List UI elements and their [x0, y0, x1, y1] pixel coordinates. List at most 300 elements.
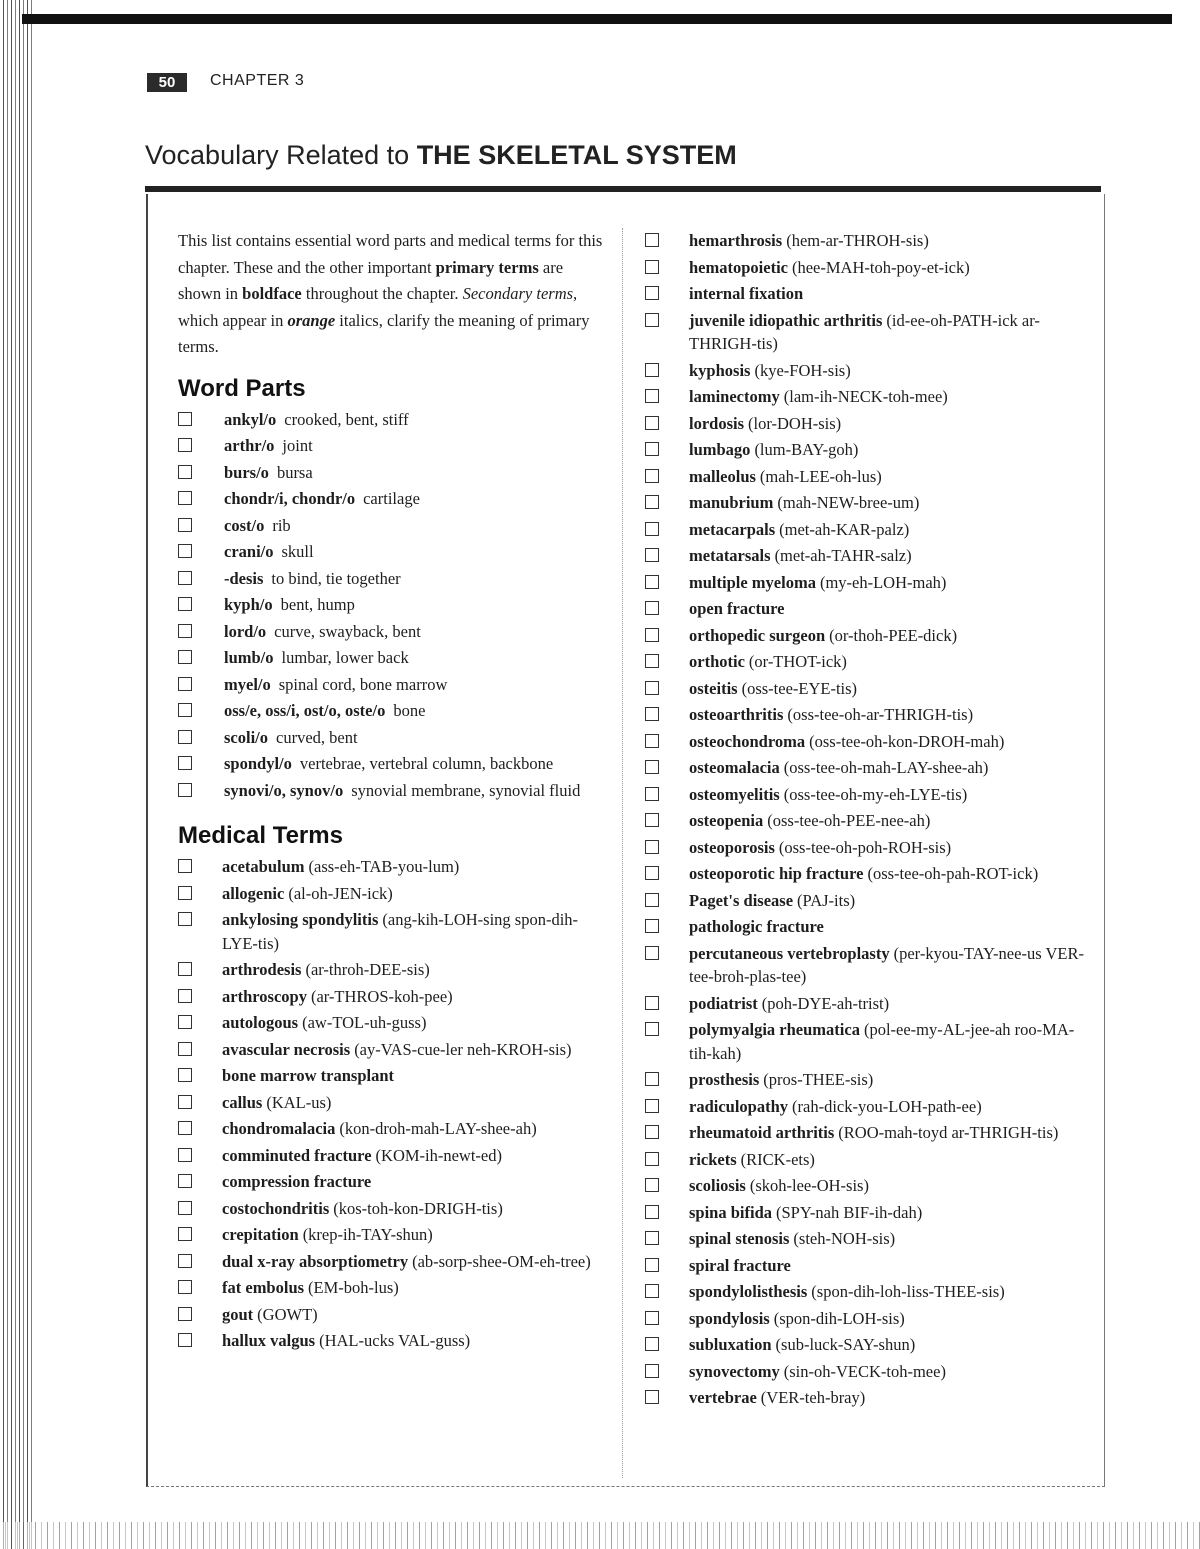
right-column	[645, 228, 1085, 1412]
vocab-item	[645, 228, 1085, 255]
vocab-pronunciation: (met-ah-TAHR-salz)	[774, 546, 912, 565]
checkbox[interactable]	[645, 442, 659, 456]
vocab-term: osteitis	[689, 678, 738, 698]
top-rule	[22, 14, 1172, 24]
vocab-item	[645, 782, 1085, 809]
checkbox[interactable]	[645, 946, 659, 960]
vocab-term: percutaneous vertebroplasty	[689, 943, 890, 963]
checkbox[interactable]	[645, 681, 659, 695]
vocab-item	[178, 513, 608, 540]
vocab-item	[645, 384, 1085, 411]
vocab-pronunciation: (oss-tee-oh-PEE-nee-ah)	[767, 811, 931, 830]
vocab-item	[645, 543, 1085, 570]
checkbox[interactable]	[178, 597, 192, 611]
vocab-term: open fracture	[689, 599, 785, 618]
checkbox[interactable]	[178, 491, 192, 505]
vocab-term: prosthesis	[689, 1070, 760, 1089]
vocab-pronunciation: (GOWT)	[257, 1304, 318, 1324]
vocab-item	[645, 1173, 1085, 1200]
vocab-pronunciation: (skoh-lee-OH-sis)	[749, 1176, 869, 1195]
word-parts-heading: Word Parts	[178, 374, 306, 402]
vocab-definition: skull	[281, 542, 314, 562]
vocab-item	[645, 1253, 1085, 1280]
vocab-term: orthotic	[689, 652, 745, 671]
vocab-definition: lumbar, lower back	[281, 648, 409, 668]
vocab-item	[178, 672, 608, 699]
checkbox[interactable]	[645, 1311, 659, 1325]
vocab-pronunciation: (SPY-nah BIF-ih-dah)	[776, 1202, 923, 1222]
vocab-pronunciation: (al-oh-JEN-ick)	[288, 883, 393, 903]
vocab-term: radiculopathy	[689, 1096, 789, 1116]
checkbox[interactable]	[645, 1178, 659, 1192]
vocab-pronunciation: (sub-luck-SAY-shun)	[775, 1335, 916, 1354]
vocab-definition: rib	[272, 515, 291, 535]
vocab-item	[645, 1385, 1085, 1412]
checkbox[interactable]	[645, 1364, 659, 1378]
vocab-term: spina bifida	[689, 1202, 772, 1222]
checkbox[interactable]	[645, 469, 659, 483]
vocab-pronunciation: (poh-DYE-ah-trist)	[761, 993, 890, 1013]
vocab-pronunciation: (KOM-ih-newt-ed)	[375, 1145, 502, 1165]
vocab-pronunciation: (oss-tee-oh-kon-DROH-mah)	[809, 731, 1005, 751]
vocab-term: bone marrow transplant	[222, 1066, 395, 1086]
checkbox[interactable]	[645, 495, 659, 509]
vocab-term: lumb/o	[224, 648, 274, 668]
vocab-term: crepitation	[222, 1225, 299, 1245]
vocab-term: polymyalgia rheumatica	[689, 1020, 860, 1039]
vocab-item	[645, 490, 1085, 517]
scan-edge-bottom	[0, 1522, 1200, 1549]
vocab-pronunciation: (ass-eh-TAB-you-lum)	[308, 857, 460, 877]
vocab-pronunciation: (oss-tee-oh-poh-ROH-sis)	[778, 837, 952, 857]
vocab-item	[645, 941, 1085, 991]
vocab-item	[178, 592, 608, 619]
left-column	[178, 228, 608, 1355]
checkbox[interactable]	[645, 1258, 659, 1272]
checkbox[interactable]	[645, 996, 659, 1010]
chapter-label: CHAPTER 3	[210, 72, 305, 89]
vocab-item	[645, 1332, 1085, 1359]
vocab-term: lumbago	[689, 440, 751, 459]
vocab-item	[645, 308, 1085, 358]
vocab-term: dual x-ray absorptiometry	[222, 1251, 409, 1271]
vocab-pronunciation: (oss-tee-oh-mah-LAY-shee-ah)	[783, 758, 989, 777]
vocab-item	[178, 1063, 608, 1090]
vocab-pronunciation: (krep-ih-TAY-shun)	[302, 1225, 433, 1245]
checkbox[interactable]	[178, 912, 192, 926]
vocab-term: fat embolus	[222, 1278, 305, 1298]
vocab-item	[178, 1196, 608, 1223]
checkbox[interactable]	[645, 1390, 659, 1404]
title-prefix: Vocabulary Related to	[145, 140, 417, 170]
vocab-term: autologous	[222, 1013, 299, 1033]
vocab-item	[645, 1306, 1085, 1333]
vocab-term: spondylosis	[689, 1308, 770, 1328]
checkbox[interactable]	[645, 363, 659, 377]
medical-terms-list-right	[645, 228, 1085, 1412]
vocab-item	[178, 433, 608, 460]
checkbox[interactable]	[645, 416, 659, 430]
vocab-pronunciation: (sin-oh-VECK-toh-mee)	[783, 1361, 946, 1381]
checkbox[interactable]	[645, 734, 659, 748]
vocab-term: arthr/o	[224, 436, 275, 456]
checkbox[interactable]	[645, 1125, 659, 1139]
vocab-item	[645, 1094, 1085, 1121]
checkbox[interactable]	[645, 1152, 659, 1166]
vocab-term: burs/o	[224, 462, 269, 482]
vocab-item	[645, 991, 1085, 1018]
checkbox[interactable]	[178, 730, 192, 744]
vocab-item	[178, 486, 608, 513]
vocab-term: oss/e, oss/i, ost/o, oste/o	[224, 701, 386, 721]
vocab-pronunciation: (ROO-mah-toyd ar-THRIGH-tis)	[838, 1123, 1059, 1142]
checkbox[interactable]	[178, 544, 192, 558]
page-number: 50	[147, 73, 187, 92]
checkbox[interactable]	[645, 893, 659, 907]
vocab-item	[645, 1200, 1085, 1227]
vocab-term: osteoporosis	[689, 837, 775, 857]
vocab-item	[178, 751, 608, 778]
vocab-term: osteomalacia	[689, 758, 780, 777]
medical-terms-heading: Medical Terms	[178, 822, 343, 850]
checkbox[interactable]	[178, 783, 192, 797]
vocab-pronunciation: (ar-THROS-koh-pee)	[310, 986, 453, 1006]
vocab-definition: joint	[282, 436, 313, 456]
vocab-term: crani/o	[224, 542, 274, 562]
vocab-term: kyphosis	[689, 360, 751, 380]
vocab-item	[645, 358, 1085, 385]
checkbox[interactable]	[178, 1333, 192, 1347]
vocab-term: hallux valgus	[222, 1331, 316, 1351]
vocab-item	[178, 698, 608, 725]
vocab-pronunciation: (oss-tee-oh-my-eh-LYE-tis)	[783, 784, 968, 804]
vocab-term: synovectomy	[689, 1361, 780, 1381]
vocab-item	[178, 1010, 608, 1037]
vocab-item	[645, 596, 1085, 623]
checkbox[interactable]	[645, 787, 659, 801]
checkbox[interactable]	[645, 866, 659, 880]
vocab-item	[178, 1116, 608, 1143]
checkbox[interactable]	[178, 886, 192, 900]
checkbox[interactable]	[178, 1280, 192, 1294]
vocab-term: allogenic	[222, 883, 285, 903]
checkbox[interactable]	[178, 1201, 192, 1215]
vocab-item	[645, 255, 1085, 282]
checkbox[interactable]	[178, 1174, 192, 1188]
vocab-term: Paget's disease	[689, 890, 794, 910]
checkbox[interactable]	[178, 859, 192, 873]
vocab-term: chondr/i, chondr/o	[224, 489, 356, 509]
checkbox[interactable]	[645, 1337, 659, 1351]
checkbox[interactable]	[645, 628, 659, 642]
checkbox[interactable]	[178, 412, 192, 426]
word-parts-list	[178, 407, 608, 805]
vocab-item	[178, 1143, 608, 1170]
vocab-term: -desis	[224, 568, 264, 588]
vocab-item	[645, 729, 1085, 756]
vocab-pronunciation: (lor-DOH-sis)	[748, 413, 842, 433]
checkbox[interactable]	[645, 260, 659, 274]
vocab-item	[645, 755, 1085, 782]
title-emphasis: THE SKELETAL SYSTEM	[416, 140, 737, 170]
vocab-pronunciation: (or-thoh-PEE-dick)	[829, 625, 958, 645]
vocab-pronunciation: (ang-kih-LOH-sing spon-dih-LYE-tis)	[222, 910, 579, 953]
vocab-item	[178, 566, 608, 593]
vocab-term: spondyl/o	[224, 754, 292, 774]
checkbox[interactable]	[178, 650, 192, 664]
vocab-term: hemarthrosis	[689, 231, 783, 250]
vocab-term: rheumatoid arthritis	[689, 1123, 835, 1142]
vocab-term: chondromalacia	[222, 1119, 336, 1139]
vocab-term: myel/o	[224, 674, 271, 694]
vocab-pronunciation: (lum-BAY-goh)	[754, 440, 859, 459]
vocab-pronunciation: (ar-throh-DEE-sis)	[305, 960, 430, 980]
vocab-definition: bent, hump	[280, 595, 355, 615]
checkbox[interactable]	[645, 233, 659, 247]
vocab-item	[645, 570, 1085, 597]
vocab-pronunciation: (EM-boh-lus)	[308, 1278, 399, 1298]
vocab-definition: spinal cord, bone marrow	[278, 674, 448, 694]
vocab-item	[178, 778, 608, 805]
vocab-item	[645, 808, 1085, 835]
vocab-term: laminectomy	[689, 387, 780, 406]
vocab-pronunciation: (per-kyou-TAY-nee-us VER-tee-broh-plas-tee)	[689, 943, 1084, 986]
vocab-term: vertebrae	[689, 1388, 757, 1407]
vocab-pronunciation: (kos-toh-kon-DRIGH-tis)	[333, 1198, 503, 1218]
checkbox[interactable]	[645, 575, 659, 589]
vocab-item	[645, 623, 1085, 650]
vocab-term: metacarpals	[689, 519, 776, 539]
vocab-pronunciation: (VER-teh-bray)	[760, 1388, 866, 1407]
checkbox[interactable]	[178, 624, 192, 638]
vocab-term: podiatrist	[689, 993, 758, 1013]
vocab-item	[645, 1279, 1085, 1306]
page-title	[145, 140, 737, 171]
vocab-item	[178, 1169, 608, 1196]
checkbox[interactable]	[178, 989, 192, 1003]
vocab-item	[178, 619, 608, 646]
vocab-term: subluxation	[689, 1335, 772, 1354]
vocab-definition: curved, bent	[276, 727, 358, 747]
checkbox[interactable]	[178, 1227, 192, 1241]
checkbox[interactable]	[645, 548, 659, 562]
vocab-item	[178, 957, 608, 984]
vocab-item	[178, 460, 608, 487]
vocab-term: arthroscopy	[222, 986, 307, 1006]
vocab-item	[645, 1226, 1085, 1253]
vocab-item	[178, 1275, 608, 1302]
checkbox[interactable]	[645, 389, 659, 403]
vocab-pronunciation: (ab-sorp-shee-OM-eh-tree)	[412, 1251, 591, 1271]
checkbox[interactable]	[178, 571, 192, 585]
vocab-pronunciation: (mah-LEE-oh-lus)	[759, 466, 882, 486]
vocab-term: pathologic fracture	[689, 917, 824, 936]
vocab-term: orthopedic surgeon	[689, 625, 826, 645]
vocab-item	[645, 649, 1085, 676]
vocab-pronunciation: (spon-dih-loh-liss-THEE-sis)	[811, 1282, 1005, 1301]
checkbox[interactable]	[178, 1015, 192, 1029]
checkbox[interactable]	[645, 1231, 659, 1245]
checkbox[interactable]	[645, 919, 659, 933]
checkbox[interactable]	[178, 518, 192, 532]
vocab-pronunciation: (my-eh-LOH-mah)	[819, 572, 947, 592]
column-divider	[622, 228, 623, 1478]
vocab-term: ankyl/o	[224, 409, 277, 429]
vocab-item	[645, 1359, 1085, 1386]
vocab-item	[178, 881, 608, 908]
vocab-item	[645, 437, 1085, 464]
vocab-item	[178, 725, 608, 752]
vocab-item	[645, 861, 1085, 888]
vocab-item	[645, 676, 1085, 703]
vocab-term: arthrodesis	[222, 960, 302, 980]
checkbox[interactable]	[178, 1068, 192, 1082]
vocab-term: malleolus	[689, 466, 756, 486]
vocab-item	[645, 411, 1085, 438]
vocab-pronunciation: (met-ah-KAR-palz)	[779, 519, 910, 539]
vocab-term: scoliosis	[689, 1176, 746, 1195]
vocab-term: cost/o	[224, 515, 265, 535]
vocab-term: multiple myeloma	[689, 572, 816, 592]
vocab-pronunciation: (ay-VAS-cue-ler neh-KROH-sis)	[354, 1039, 572, 1059]
vocab-term: synovi/o, synov/o	[224, 780, 344, 800]
vocab-pronunciation: (oss-tee-oh-pah-ROT-ick)	[867, 864, 1039, 883]
vocab-pronunciation: (rah-dick-you-LOH-path-ee)	[792, 1096, 982, 1116]
checkbox[interactable]	[645, 1205, 659, 1219]
vocab-term: ankylosing spondylitis	[222, 910, 379, 930]
vocab-term: costochondritis	[222, 1198, 330, 1218]
vocab-pronunciation: (pol-ee-my-AL-jee-ah roo-MA-tih-kah)	[689, 1020, 1075, 1063]
vocab-term: comminuted fracture	[222, 1145, 372, 1165]
checkbox[interactable]	[178, 1148, 192, 1162]
vocab-pronunciation: (RICK-ets)	[740, 1149, 815, 1169]
checkbox[interactable]	[178, 1254, 192, 1268]
vocab-item	[645, 1017, 1085, 1067]
vocab-definition: curve, swayback, bent	[274, 621, 421, 641]
vocab-pronunciation: (kye-FOH-sis)	[754, 360, 851, 380]
vocab-term: osteoarthritis	[689, 705, 784, 724]
checkbox[interactable]	[178, 1095, 192, 1109]
checkbox[interactable]	[645, 840, 659, 854]
checkbox[interactable]	[645, 601, 659, 615]
vocab-term: acetabulum	[222, 857, 305, 877]
vocab-item	[178, 1249, 608, 1276]
vocab-definition: crooked, bent, stiff	[284, 409, 409, 429]
checkbox[interactable]	[645, 1022, 659, 1036]
vocab-item	[645, 914, 1085, 941]
vocab-definition: to bind, tie together	[271, 568, 401, 588]
vocab-term: spiral fracture	[689, 1255, 791, 1275]
medical-terms-list-left	[178, 854, 608, 1355]
vocab-item	[178, 1328, 608, 1355]
vocab-pronunciation: (id-ee-oh-PATH-ick ar-THRIGH-tis)	[689, 310, 1040, 353]
intro-paragraph: This list contains essential word parts and medical terms for this chapter. These and the other important primary terms are shown in boldface throughout the chapter. Secondary terms, which appear in orange italics, clarify the meaning of primary terms.	[178, 231, 603, 357]
checkbox[interactable]	[645, 1072, 659, 1086]
checkbox[interactable]	[645, 760, 659, 774]
vocab-pronunciation: (kon-droh-mah-LAY-shee-ah)	[339, 1119, 537, 1139]
vocab-definition: bone	[393, 701, 426, 721]
checkbox[interactable]	[645, 1099, 659, 1113]
vocab-item	[645, 702, 1085, 729]
vocab-item	[178, 1090, 608, 1117]
checkbox[interactable]	[645, 707, 659, 721]
vocab-pronunciation: (HAL-ucks VAL-guss)	[319, 1331, 471, 1351]
vocab-term: rickets	[689, 1149, 737, 1169]
checkbox[interactable]	[178, 1121, 192, 1135]
vocab-term: osteochondroma	[689, 731, 806, 751]
vocab-term: spondylolisthesis	[689, 1282, 808, 1301]
checkbox[interactable]	[178, 756, 192, 770]
checkbox[interactable]	[645, 522, 659, 536]
vocab-item	[178, 907, 608, 957]
checkbox[interactable]	[178, 962, 192, 976]
vocab-item	[178, 539, 608, 566]
vocab-item	[178, 1037, 608, 1064]
vocab-pronunciation: (aw-TOL-uh-guss)	[302, 1013, 427, 1033]
vocab-term: hematopoietic	[689, 257, 788, 277]
vocab-term: manubrium	[689, 493, 774, 512]
checkbox[interactable]	[178, 703, 192, 717]
checkbox[interactable]	[178, 1042, 192, 1056]
vocab-term: spinal stenosis	[689, 1229, 790, 1248]
vocab-item	[645, 1120, 1085, 1147]
vocab-item	[645, 1067, 1085, 1094]
vocab-item	[645, 517, 1085, 544]
vocab-term: compression fracture	[222, 1172, 372, 1192]
vocab-definition: vertebrae, vertebral column, backbone	[299, 754, 554, 774]
checkbox[interactable]	[178, 438, 192, 452]
vocab-pronunciation: (hee-MAH-toh-poy-et-ick)	[791, 257, 970, 277]
vocab-pronunciation: (steh-NOH-sis)	[793, 1229, 896, 1248]
vocab-term: osteoporotic hip fracture	[689, 864, 864, 883]
vocab-item	[645, 464, 1085, 491]
vocab-definition: bursa	[276, 462, 313, 482]
vocab-definition: synovial membrane, synovial fluid	[351, 780, 581, 800]
checkbox[interactable]	[178, 465, 192, 479]
vocab-term: metatarsals	[689, 546, 771, 565]
vocab-term: lord/o	[224, 621, 267, 641]
checkbox[interactable]	[645, 313, 659, 327]
vocab-item	[645, 888, 1085, 915]
vocab-definition: cartilage	[363, 489, 420, 509]
vocab-term: internal fixation	[689, 284, 804, 303]
vocab-item	[645, 835, 1085, 862]
vocab-term: osteopenia	[689, 811, 764, 830]
checkbox[interactable]	[645, 813, 659, 827]
vocab-item	[178, 407, 608, 434]
vocab-pronunciation: (oss-tee-oh-ar-THRIGH-tis)	[787, 705, 974, 724]
vocab-term: gout	[222, 1304, 254, 1324]
checkbox[interactable]	[178, 677, 192, 691]
vocab-item	[178, 984, 608, 1011]
checkbox[interactable]	[178, 1307, 192, 1321]
vocab-item	[178, 1302, 608, 1329]
vocab-item	[178, 1222, 608, 1249]
title-rule	[145, 186, 1101, 192]
vocab-pronunciation: (spon-dih-LOH-sis)	[773, 1308, 905, 1328]
checkbox[interactable]	[645, 1284, 659, 1298]
vocab-term: kyph/o	[224, 595, 273, 615]
vocab-item	[178, 854, 608, 881]
vocab-pronunciation: (PAJ-its)	[797, 890, 856, 910]
vocab-item	[645, 281, 1085, 308]
vocab-item	[645, 1147, 1085, 1174]
checkbox[interactable]	[645, 654, 659, 668]
vocab-term: avascular necrosis	[222, 1039, 351, 1059]
vocab-pronunciation: (or-THOT-ick)	[748, 652, 847, 671]
checkbox[interactable]	[645, 286, 659, 300]
vocab-term: lordosis	[689, 413, 745, 433]
